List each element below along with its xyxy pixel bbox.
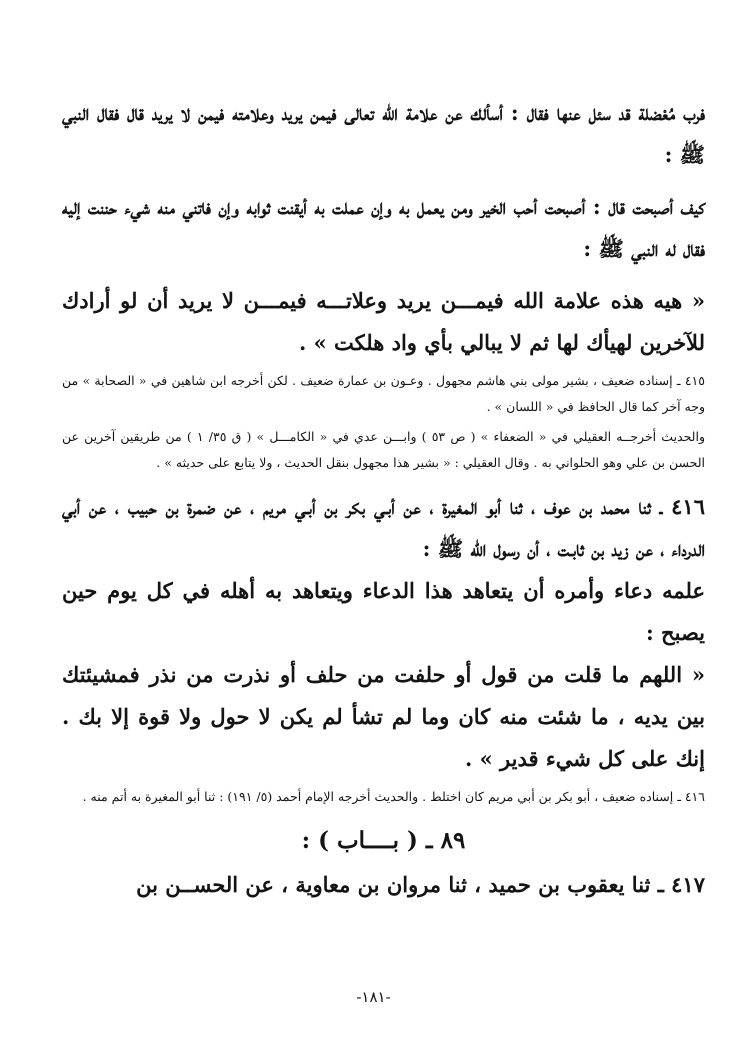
hadith-416-dua: « اللهم ما قلت من قول أو حلفت من حلف أو نذرت من نذر فمشيئتك بين يديه ، ما شئت منه كان وما لم تشأ لم يكن لا حول ولا قوة إلا بك . إنك على كل شيء قدير » . [62,662,705,771]
page-body [62,92,705,906]
hadith-416-isnad: ٤١٦ ـ ثنا محمد بن عوف ، ثنا أبو المغيرة ، عن أبـي بكر بن أبـي مريم ، عن ضمرة بن حبيب ، عن أبي الدرداء ، عن زيد بن ثابـت ، أن رسول الله ﷺ : [62,494,705,561]
hadith-417-isnad: ٤١٧ ـ ثنا يعقوب بن حميد ، ثنا مروان بن معاوية ، عن الحســن بن [136,872,705,897]
footnote-415-takhrij: والحديث أخرجــه العقيلي في « الضعفاء » ( ص ٥٣ ) وابـــن عدي في « الكامـــل » ( ق ٣٥/ ١ ) من طريقين آخرين عن الحسن بن علي وهو الحلواني به . وقال العقيلي : « بشير هذا مجهول بنقل الحديث ، ولا يتابع على حديثه » . [62,429,706,470]
chapter-heading: ٨٩ ـ ( بــــاب ) : [301,827,466,854]
paragraph-continuation: فرب مُعْضلة قد سئل عنها فقال : أسألك عن علامة الله تعالى فيمن يريد وعلامته فيمن لا يريد قال فقال النبي ﷺ : [62,100,705,167]
page-number: -١٨١- [356,988,391,1006]
footnote-415-isnad: ٤١٥ ـ إسناده ضعيف ، بشير مولى بني هاشم مجهول . وعـون بن عمارة ضعيف . لكن أخرجه ابن شاهين في « الصحابة » من وجه آخر كما قال الحافظ في « اللسان » . [62,373,705,414]
footnote-416: ٤١٦ ـ إسناده ضعيف ، أبو بكر بن أبي مريم كان اختلط . والحديث أخرجه الإمام أحمد (٥/ ١٩١) : ثنا أبو المغيرة به أتم منه . [82,789,705,804]
hadith-416-text: علمه دعاء وأمره أن يتعاهد هذا الدعاء ويتعاهد به أهله في كل يوم حين يصبح : [62,578,705,645]
paragraph-question: كيف أصبحت قال : أصبحت أحب الخير ومن يعمل به وإن عملت به أيقنت ثوابه وإن فاتني منه شيء حننت إليه فقال له النبي ﷺ : [62,194,705,261]
paragraph-prophet-answer: « هيه هذه علامة الله فيمـــن يريد وعلاتـــه فيمـــن لا يريد أن لو أرادك للآخرين لهيأك لها ثم لا يبالي بأي واد هلكت » . [62,288,705,355]
